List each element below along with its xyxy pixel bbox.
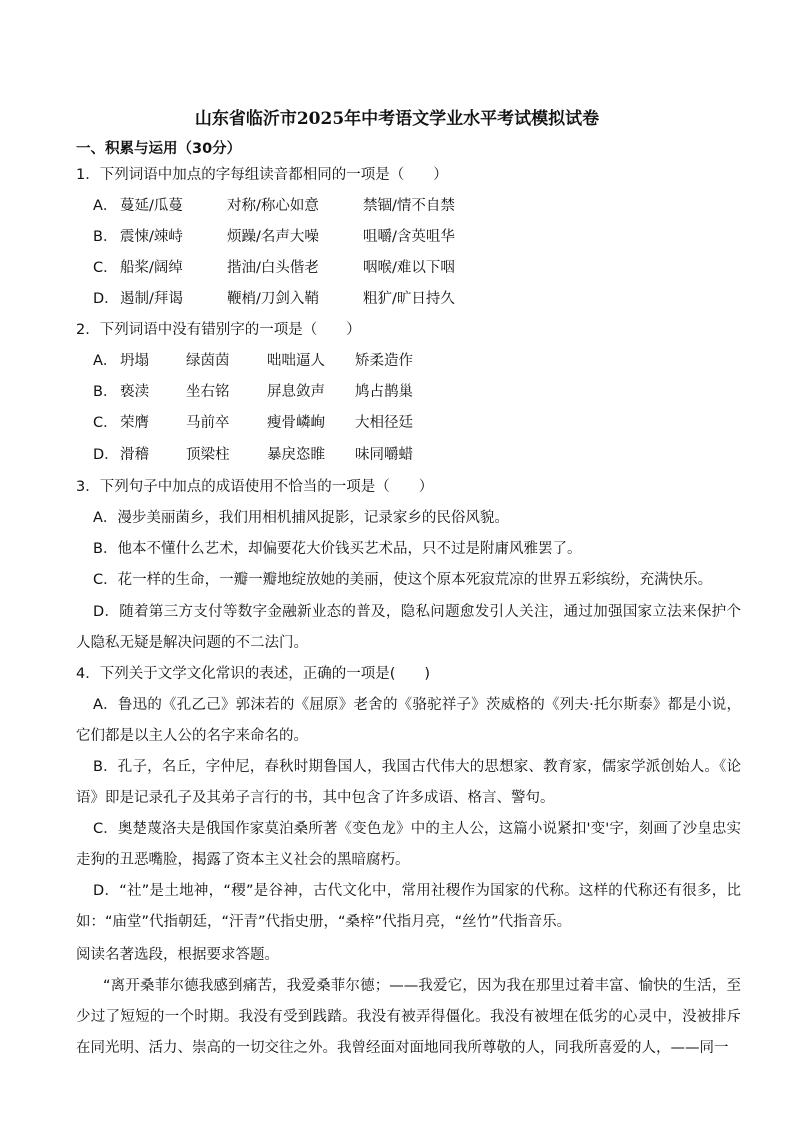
option-choice: 禁锢/情不自禁 <box>363 198 455 214</box>
option-choice: 蔓延/瓜蔓 <box>120 198 183 214</box>
option-label: A． <box>93 353 118 369</box>
q4-option-c: C．奥楚蔑洛夫是俄国作家莫泊桑所著《变色龙》中的主人公，这篇小说紧扣'变'字，刻画了沙皇忠实走狗的丑恶嘴脸，揭露了资本主义社会的黑暗腐朽。 <box>76 821 741 868</box>
option-choice: 大相径廷 <box>355 415 413 431</box>
option-choice: 粗犷/旷日持久 <box>363 291 455 307</box>
option-choice: 顶梁柱 <box>186 447 230 463</box>
question-3-stem: 3．下列句子中加点的成语使用不恰当的一项是（ ） <box>76 479 434 495</box>
reading-passage: “离开桑菲尔德我感到痛苦，我爱桑菲尔德；——我爱它，因为我在那里过着丰富、愉快的生活，至少过了短短的一个时期。我没有受到践踏。我没有被弄得僵化。我没有被埋在低劣的心灵中，没被排斥在同光明、活力、崇高的一切交往之外。我曾经面对面地同我所尊敬的人，同我所喜爱的人，——同一 <box>76 978 741 1056</box>
option-choice: 马前卒 <box>186 415 230 431</box>
option-label: D． <box>93 447 119 463</box>
option-choice: 坐右铭 <box>186 384 230 400</box>
option-choice: 遏制/拜谒 <box>120 291 183 307</box>
option-choice: 震悚/竦峙 <box>120 229 183 245</box>
option-choice: 烦躁/名声大噪 <box>227 229 319 245</box>
option-choice: 坍塌 <box>120 353 149 369</box>
option-choice: 荣膺 <box>120 415 149 431</box>
option-choice: 暴戾恣睢 <box>267 447 325 463</box>
option-label: C． <box>93 415 118 431</box>
option-choice: 咄咄逼人 <box>267 353 325 369</box>
question-4-stem: 4．下列关于文学文化常识的表述，正确的一项是( ) <box>76 666 431 682</box>
option-choice: 咀嚼/含英咀华 <box>363 229 455 245</box>
option-choice: 屏息敛声 <box>267 384 325 400</box>
option-label: B． <box>93 384 118 400</box>
option-choice: 咽喉/难以下咽 <box>363 260 455 276</box>
option-label: B． <box>93 229 118 245</box>
option-choice: 鞭梢/刀剑入鞘 <box>227 291 319 307</box>
option-choice: 亵渎 <box>120 384 149 400</box>
q3-option-d: D．随着第三方支付等数字金融新业态的普及，隐私问题愈发引人关注，通过加强国家立法来保护个人隐私无疑是解决问题的不二法门。 <box>76 604 741 651</box>
question-2-stem: 2．下列词语中没有错别字的一项是（ ） <box>76 322 361 338</box>
q3-option-c: C．花一样的生命，一瓣一瓣地绽放她的美丽，使这个原本死寂荒凉的世界五彩缤纷，充满快乐。 <box>93 572 713 588</box>
option-choice: 滑稽 <box>120 447 149 463</box>
option-label: A． <box>93 198 118 214</box>
q4-option-b: B．孔子，名丘，字仲尼，春秋时期鲁国人，我国古代伟大的思想家、教育家，儒家学派创始人。《论语》即是记录孔子及其弟子言行的书，其中包含了许多成语、格言、警句。 <box>76 759 741 806</box>
option-choice: 瘦骨嶙峋 <box>267 415 325 431</box>
reading-instruction: 阅读名著选段，根据要求答题。 <box>76 947 279 963</box>
option-choice: 鸠占鹊巢 <box>355 384 413 400</box>
q4-option-a: A．鲁迅的《孔乙己》郭沫若的《屈原》老舍的《骆驼祥子》茨威格的《列夫·托尔斯泰》都是小说，它们都是以主人公的名字来命名的。 <box>76 697 741 744</box>
q3-option-b: B．他本不懂什么艺术，却偏要花大价钱买艺术品，只不过是附庸风雅罢了。 <box>93 541 582 557</box>
page-title: 山东省临沂市2025年中考语文学业水平考试模拟试卷 <box>194 109 600 129</box>
option-choice: 矫柔造作 <box>355 353 413 369</box>
option-choice: 对称/称心如意 <box>227 198 319 214</box>
option-choice: 味同嚼蜡 <box>355 447 413 463</box>
option-choice: 绿茵茵 <box>186 353 230 369</box>
option-label: C． <box>93 260 118 276</box>
option-label: D． <box>93 291 119 307</box>
question-1-stem: 1．下列词语中加点的字每组读音都相同的一项是（ ） <box>76 167 448 183</box>
q4-option-d: D．“社”是土地神，“稷”是谷神，古代文化中，常用社稷作为国家的代称。这样的代称还有很多，比如：“庙堂”代指朝廷，“汗青”代指史册，“桑梓”代指月亮，“丝竹”代指音乐。 <box>76 883 741 930</box>
section-heading: 一、积累与运用（30分） <box>76 141 242 157</box>
q3-option-a: A．漫步美丽菌乡，我们用相机捕风捉影，记录家乡的民俗风貌。 <box>93 510 509 526</box>
option-choice: 揩油/白头偕老 <box>227 260 319 276</box>
option-choice: 船桨/阔绰 <box>120 260 183 276</box>
